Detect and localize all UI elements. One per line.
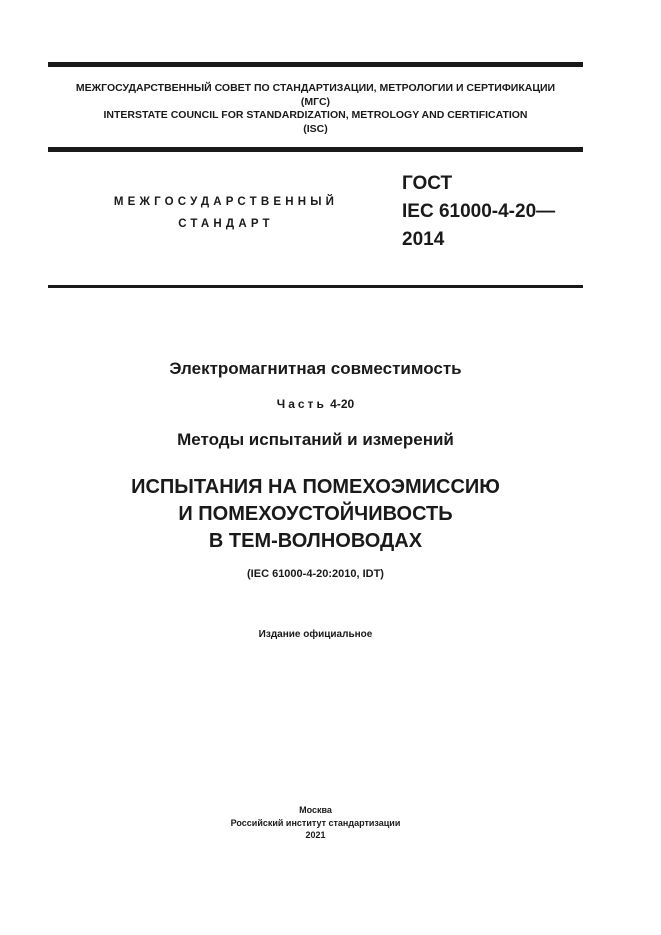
- imprint-publisher: Российский институт стандартизации: [230, 817, 401, 828]
- standard-code: [402, 170, 555, 254]
- standard-kind: [100, 191, 352, 235]
- main-title-line3: В ТЕМ-ВОЛНОВОДАХ: [208, 530, 423, 552]
- standard-kind-line1: МЕЖГОСУДАРСТВЕННЫЙ: [113, 196, 339, 208]
- council-name-ru: МЕЖГОСУДАРСТВЕННЫЙ СОВЕТ ПО СТАНДАРТИЗАЦИИ, МЕТРОЛОГИИ И СЕРТИФИКАЦИИ: [75, 82, 556, 94]
- iec-reference: (IEC 61000-4-20:2010, IDT): [247, 568, 384, 580]
- methods-subtitle: Методы испытаний и измерений: [177, 430, 454, 449]
- part-label: [48, 397, 583, 411]
- edition-label: Издание официальное: [258, 629, 373, 640]
- main-title-line1: ИСПЫТАНИЯ НА ПОМЕХОЭМИССИЮ: [131, 476, 500, 498]
- council-abbr-en: (ISC): [303, 122, 328, 135]
- imprint-year: 2021: [305, 830, 326, 840]
- top-rule: [48, 62, 583, 67]
- council-abbr-ru: (МГС): [300, 95, 331, 108]
- part-number: 4-20: [330, 397, 355, 411]
- topic-title: Электромагнитная совместимость: [169, 359, 462, 378]
- standard-rule: [48, 285, 583, 288]
- part-word: Часть: [276, 397, 327, 411]
- main-title-line2: И ПОМЕХОУСТОЙЧИВОСТЬ: [178, 503, 453, 525]
- council-header: [48, 82, 583, 136]
- standard-code-line3: 2014: [402, 229, 445, 250]
- imprint-city: Москва: [299, 805, 332, 815]
- imprint: [48, 804, 583, 842]
- main-title: [48, 474, 583, 555]
- standard-kind-line2: СТАНДАРТ: [178, 218, 274, 230]
- header-rule: [48, 147, 583, 152]
- standard-code-line1: ГОСТ: [402, 173, 453, 194]
- standard-code-line2: IEC 61000-4-20—: [402, 201, 556, 222]
- council-name-en: INTERSTATE COUNCIL FOR STANDARDIZATION, METROLOGY AND CERTIFICATION: [103, 109, 528, 121]
